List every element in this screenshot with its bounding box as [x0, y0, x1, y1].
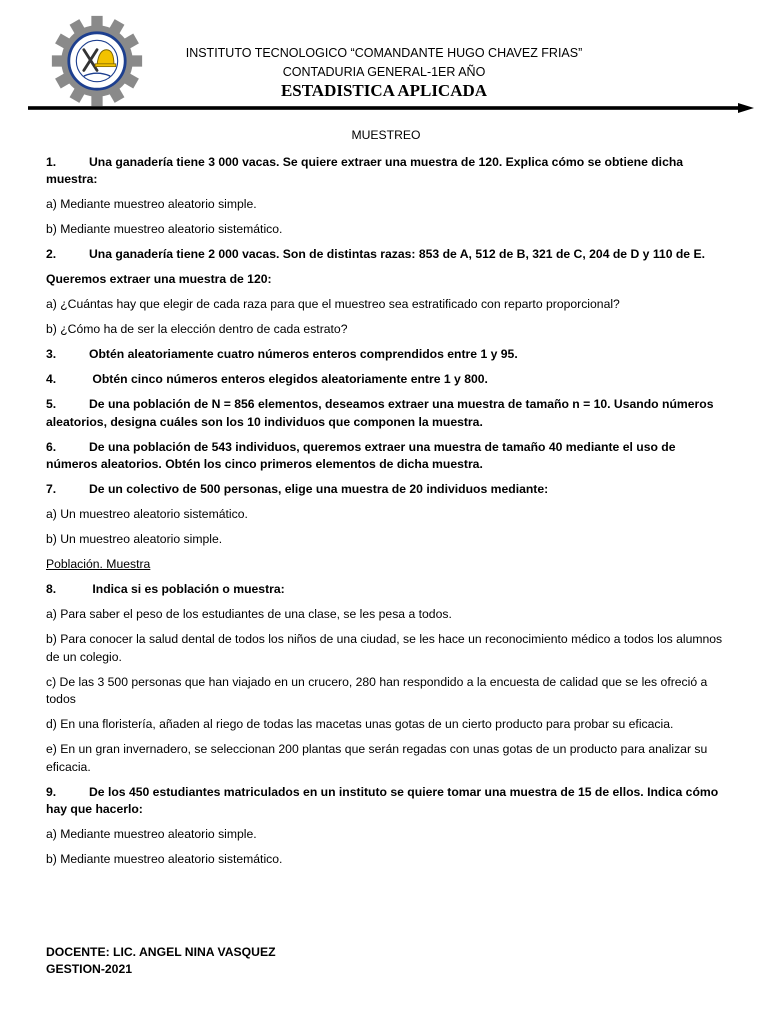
question-text: De una población de 543 individuos, queremos extraer una muestra de tamaño 40 mediante el uso de números aleatorios. Obtén los cinco primeros elementos de dicha muestra. [46, 439, 676, 471]
question-number: 4. [46, 372, 57, 386]
question-8-option-a: a) Para saber el peso de los estudiantes de una clase, se les pesa a todos. [46, 607, 452, 621]
question-2 [46, 246, 726, 264]
question-number: 2. [46, 247, 57, 261]
question-8-option-b: b) Para conocer la salud dental de todos los niños de una ciudad, se les hace un reconocimiento médico a todos los alumnos de un colegio. [46, 632, 723, 664]
question-2-option-b: b) ¿Cómo ha de ser la elección dentro de cada estrato? [46, 322, 348, 336]
question-8 [46, 581, 726, 599]
question-9 [46, 784, 726, 819]
section-title: MUESTREO [351, 128, 421, 142]
question-1 [46, 154, 726, 189]
question-5 [46, 396, 726, 431]
question-text: Obtén aleatoriamente cuatro números enteros comprendidos entre 1 y 95. [89, 347, 518, 361]
question-8-option-e: e) En un gran invernadero, se seleccionan 200 plantas que serán regadas con unas gotas de un producto para analizar su eficacia. [46, 742, 708, 774]
question-9-option-b: b) Mediante muestreo aleatorio sistemático. [46, 852, 283, 866]
question-8-option-c: c) De las 3 500 personas que han viajado en un crucero, 280 han respondido a la encuesta de calidad que se les ofreció a todos [46, 674, 708, 706]
question-text: Una ganadería tiene 3 000 vacas. Se quiere extraer una muestra de 120. Explica cómo se obtiene dicha muestra: [46, 154, 684, 186]
question-1-option-a: a) Mediante muestreo aleatorio simple. [46, 197, 257, 211]
question-8-option-d: d) En una floristería, añaden al riego de todas las macetas unas gotas de un cierto producto para probar su eficacia. [46, 717, 674, 731]
institute-logo [50, 14, 144, 108]
question-text: De un colectivo de 500 personas, elige una muestra de 20 individuos mediante: [89, 482, 549, 496]
question-text: Indica si es población o muestra: [89, 582, 285, 596]
question-number: 3. [46, 347, 57, 361]
question-number: 7. [46, 482, 57, 496]
program-name: CONTADURIA GENERAL-1ER AÑO [282, 65, 486, 79]
question-number: 9. [46, 784, 57, 799]
question-2-continuation: Queremos extraer una muestra de 120: [46, 272, 272, 286]
question-9-option-a: a) Mediante muestreo aleatorio simple. [46, 827, 257, 841]
question-3 [46, 346, 726, 364]
header-arrow-rule [28, 103, 754, 113]
question-text: Una ganadería tiene 2 000 vacas. Son de distintas razas: 853 de A, 512 de B, 321 de C, 204 de D y 110 de E. [89, 247, 705, 261]
question-6 [46, 439, 726, 474]
question-7 [46, 481, 726, 499]
question-7-option-a: a) Un muestreo aleatorio sistemático. [46, 507, 248, 521]
question-number: 5. [46, 397, 57, 411]
course-title: ESTADISTICA APLICADA [280, 81, 488, 100]
term-label: GESTION-2021 [46, 962, 133, 976]
question-number: 6. [46, 439, 57, 454]
question-number: 8. [46, 582, 57, 596]
institute-name: INSTITUTO TECNOLOGICO “COMANDANTE HUGO CHAVEZ FRIAS” [185, 46, 583, 60]
document-footer [46, 944, 276, 978]
question-text: Obtén cinco números enteros elegidos aleatoriamente entre 1 y 800. [89, 372, 488, 386]
question-number: 1. [46, 154, 57, 169]
question-4 [46, 371, 726, 389]
subsection-title: Población. Muestra [46, 557, 151, 571]
question-1-option-b: b) Mediante muestreo aleatorio sistemático. [46, 222, 283, 236]
question-text: De una población de N = 856 elementos, deseamos extraer una muestra de tamaño n = 10. Usando números aleatorios, designa cuáles son los 10 individuos que componen la muestra. [46, 397, 714, 429]
question-text: De los 450 estudiantes matriculados en un instituto se quiere tomar una muestra de 15 de ellos. Indica cómo hay que hacerlo: [46, 784, 719, 816]
question-2-option-a: a) ¿Cuántas hay que elegir de cada raza para que el muestreo sea estratificado con reparto proporcional? [46, 297, 620, 311]
question-7-option-b: b) Un muestreo aleatorio simple. [46, 532, 223, 546]
teacher-name: DOCENTE: LIC. ANGEL NINA VASQUEZ [46, 945, 276, 959]
document-body [46, 127, 726, 876]
